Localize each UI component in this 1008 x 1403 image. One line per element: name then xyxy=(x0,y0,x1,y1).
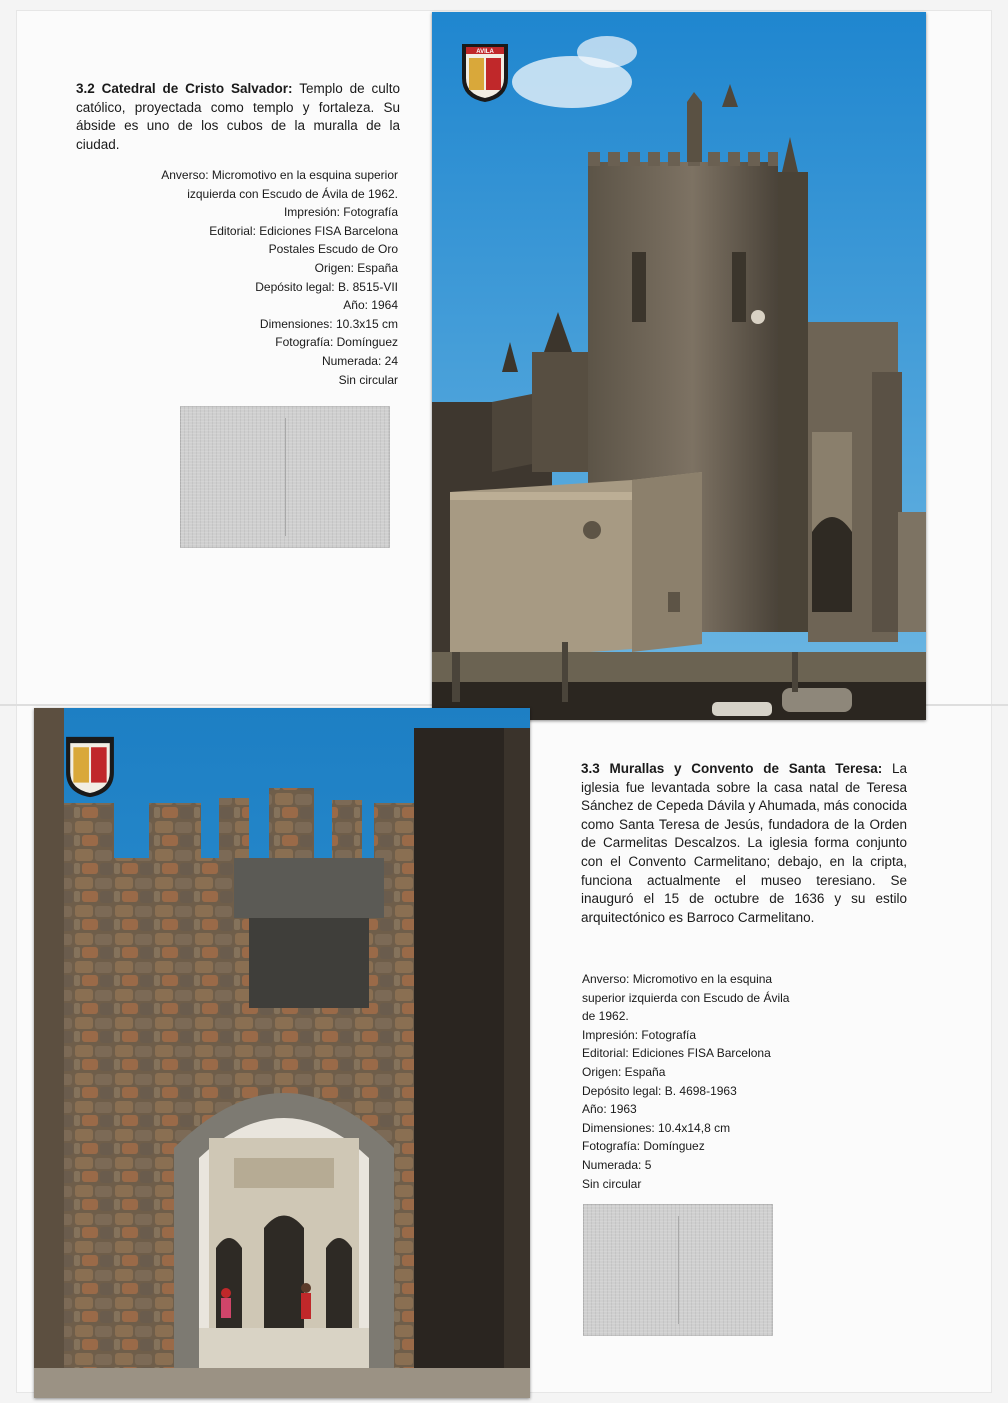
postcard-walls xyxy=(34,708,530,1398)
meta-line: Anverso: Micromotivo en la esquina xyxy=(582,972,773,986)
meta-line: Depósito legal: B. 8515-VII xyxy=(255,279,398,294)
meta-line: superior izquierda con Escudo de Ávila xyxy=(582,990,790,1005)
section-2-meta xyxy=(582,970,882,1193)
section-1-title: 3.2 Catedral de Cristo Salvador: xyxy=(76,81,293,96)
meta-line: Numerada: 24 xyxy=(321,353,398,368)
meta-line: Editorial: Ediciones FISA Barcelona xyxy=(582,1046,771,1061)
postcard-back-thumbnail xyxy=(180,406,390,548)
meta-line: Sin circular xyxy=(338,372,398,387)
section-2-title: 3.3 Murallas y Convento de Santa Teresa: xyxy=(581,761,883,776)
meta-line: Numerada: 5 xyxy=(582,1157,652,1172)
meta-line: Dimensiones: 10.3x15 cm xyxy=(259,316,398,331)
meta-line: Impresión: Fotografía xyxy=(582,1027,697,1042)
meta-line: Origen: España xyxy=(582,1064,666,1079)
meta-line: Fotografía: Domínguez xyxy=(275,335,398,350)
meta-line: de 1962. xyxy=(582,1009,629,1024)
meta-line: Impresión: Fotografía xyxy=(283,205,398,220)
meta-line: Anverso: Micromotivo en la esquina superior xyxy=(161,168,398,182)
meta-line: Fotografía: Domínguez xyxy=(582,1139,705,1154)
postcard-cathedral xyxy=(432,12,926,720)
meta-line: Sin circular xyxy=(582,1176,642,1191)
meta-line: Dimensiones: 10.4x14,8 cm xyxy=(582,1120,731,1135)
section-1-meta xyxy=(130,166,398,389)
section-1-description xyxy=(76,80,400,154)
meta-line: Editorial: Ediciones FISA Barcelona xyxy=(209,223,398,238)
meta-line: Postales Escudo de Oro xyxy=(268,242,398,257)
meta-line: Año: 1964 xyxy=(343,298,398,313)
cathedral-photo xyxy=(432,12,926,720)
section-2-description xyxy=(581,760,907,927)
meta-line: Año: 1963 xyxy=(582,1102,637,1117)
avila-crest-icon xyxy=(64,734,116,800)
walls-photo xyxy=(34,708,530,1398)
postcard-back-thumbnail xyxy=(583,1204,773,1336)
meta-line: izquierda con Escudo de Ávila de 1962. xyxy=(187,186,398,201)
crest-label: AVILA xyxy=(476,49,494,55)
meta-line: Depósito legal: B. 4698-1963 xyxy=(582,1083,737,1098)
section-2-body: La iglesia fue levantada sobre la casa natal de Teresa Sánchez de Cepeda Dávila y Ahumada, más conocida como Santa Teresa de Jesús, fundadora de la Orden de Carmelitas Descalzos. La iglesia forma conjunto con el Convento Carmelitano; debajo, en la cripta, funciona actualmente el museo teresiano. Se inauguró el 15 de octubre de 1636 y su estilo arquitectónico es Barroco Carmelitano. xyxy=(581,761,907,925)
section-1-body: Templo de culto católico, proyectada como templo y fortaleza. Su ábside es uno de los cubos de la muralla de la ciudad. xyxy=(76,81,400,152)
meta-line: Origen: España xyxy=(314,260,398,275)
avila-crest-icon xyxy=(460,42,510,104)
